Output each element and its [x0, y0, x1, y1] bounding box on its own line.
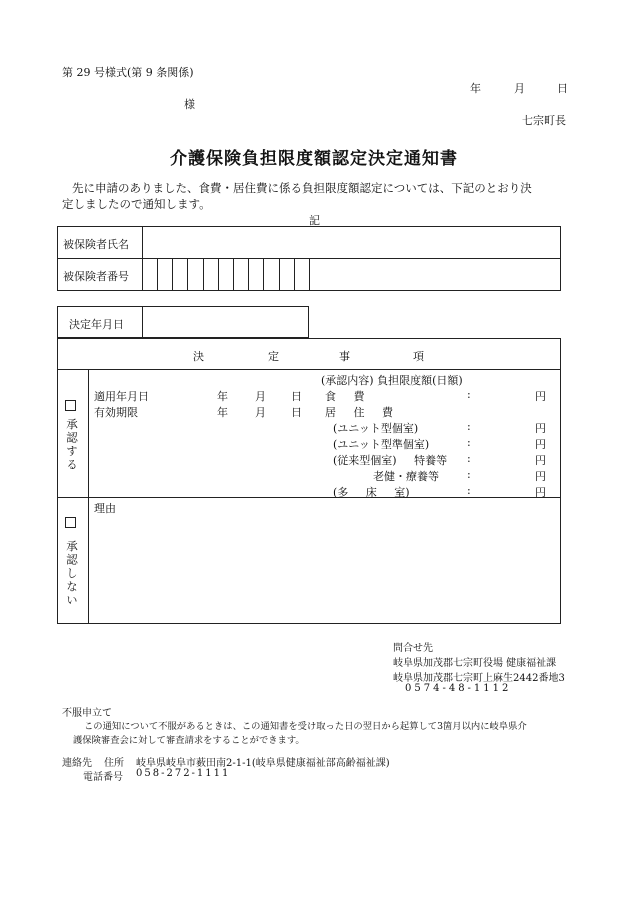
date-month: 月	[514, 82, 525, 95]
limit-row-unit: 円	[535, 422, 546, 435]
decision-header-char-1: 決	[193, 350, 204, 363]
limit-row-unit: 円	[535, 454, 546, 467]
apply-month: 月	[255, 390, 266, 403]
insured-number-cell-border	[263, 258, 264, 291]
insured-number-cell-border	[157, 258, 158, 291]
limit-row-unit: 円	[535, 486, 546, 499]
footer-contact-label: 連絡先	[62, 758, 92, 769]
deny-label: 承認しない	[65, 540, 79, 608]
insured-number-cell-border	[233, 258, 234, 291]
contact-address: 岐阜県加茂郡七宗町上麻生2442番地3	[393, 673, 565, 684]
approve-deny-divider	[57, 497, 561, 498]
contact-heading: 問合せ先	[393, 643, 433, 654]
date-year: 年	[470, 82, 481, 95]
insured-number-cell-border	[172, 258, 173, 291]
insured-number-cell-border	[203, 258, 204, 291]
footer-phone-label: 電話番号	[83, 772, 123, 783]
valid-year: 年	[217, 406, 228, 419]
ki-mark: 記	[309, 214, 320, 227]
intro-line-2: 定しましたので通知します。	[62, 197, 211, 211]
insured-number-cell-border	[294, 258, 295, 291]
insured-label-divider	[142, 226, 143, 291]
limit-row-colon: :	[467, 420, 471, 433]
insured-number-cell-border	[248, 258, 249, 291]
limit-row-label: 居 住 費	[325, 406, 393, 419]
appeal-line-1: この通知について不服があるときは、この通知書を受け取った日の翌日から起算して3箇月以内に岐阜県介	[84, 721, 527, 732]
approve-checkbox[interactable]	[65, 400, 76, 411]
document-title: 介護保険負担限度額認定決定通知書	[170, 149, 458, 169]
limit-row-colon: :	[467, 452, 471, 465]
deny-checkbox[interactable]	[65, 517, 76, 528]
limit-row-label: (多 床 室)	[333, 486, 410, 499]
insured-number-cell-border	[309, 258, 310, 291]
limit-header: (承認内容) 負担限度額(日額)	[321, 374, 463, 387]
issuer: 七宗町長	[522, 114, 566, 127]
contact-phone: 0574-48-1112	[405, 683, 512, 694]
valid-day: 日	[291, 406, 302, 419]
date-day: 日	[557, 82, 568, 95]
decision-table	[57, 338, 561, 624]
approve-label: 承認する	[65, 418, 79, 472]
insured-name-label: 被保険者氏名	[63, 238, 129, 251]
limit-row-unit: 円	[535, 390, 546, 403]
limit-row-colon: :	[467, 484, 471, 497]
footer-address-label: 住所	[104, 758, 124, 769]
contact-office: 岐阜県加茂郡七宗町役場 健康福祉課	[393, 658, 557, 669]
decision-date-divider	[142, 306, 143, 338]
insured-number-cell-border	[279, 258, 280, 291]
limit-row-label: 老健・療養等	[373, 470, 439, 483]
checkbox-column-divider	[88, 369, 89, 624]
footer-phone: 058-272-1111	[136, 768, 231, 779]
form-number: 第 29 号様式(第 9 条関係)	[62, 66, 194, 79]
apply-day: 日	[291, 390, 302, 403]
decision-date-label: 決定年月日	[69, 318, 124, 331]
valid-month: 月	[255, 406, 266, 419]
addressee-suffix: 様	[184, 98, 195, 111]
reason-label: 理由	[94, 502, 116, 515]
valid-period-label: 有効期限	[94, 406, 138, 419]
apply-date-label: 適用年月日	[94, 390, 149, 403]
appeal-heading: 不服申立て	[62, 708, 112, 719]
decision-header-char-2: 定	[268, 350, 279, 363]
intro-line-1: 先に申請のありました、食費・居住費に係る負担限度額認定については、下記のとおり決	[72, 181, 532, 195]
decision-header-divider	[57, 369, 561, 370]
footer-address: 岐阜県岐阜市薮田南2-1-1(岐阜県健康福祉部高齢福祉課)	[136, 758, 390, 769]
decision-header-char-3: 事	[339, 350, 350, 363]
limit-row-colon: :	[467, 468, 471, 481]
limit-row-colon: :	[467, 436, 471, 449]
insured-number-cell-border	[187, 258, 188, 291]
appeal-line-2: 護保険審査会に対して審査請求をすることができます。	[73, 735, 305, 746]
insured-number-cell-border	[218, 258, 219, 291]
limit-row-unit: 円	[535, 470, 546, 483]
insured-number-label: 被保険者番号	[63, 270, 129, 283]
decision-header-char-4: 項	[413, 350, 424, 363]
limit-row-label: (従来型個室) 特養等	[333, 454, 448, 467]
limit-row-label: (ユニット型個室)	[333, 422, 419, 435]
limit-row-unit: 円	[535, 438, 546, 451]
limit-row-label: (ユニット型準個室)	[333, 438, 430, 451]
limit-row-colon: :	[467, 388, 471, 401]
limit-row-label: 食 費	[325, 390, 365, 403]
apply-year: 年	[217, 390, 228, 403]
